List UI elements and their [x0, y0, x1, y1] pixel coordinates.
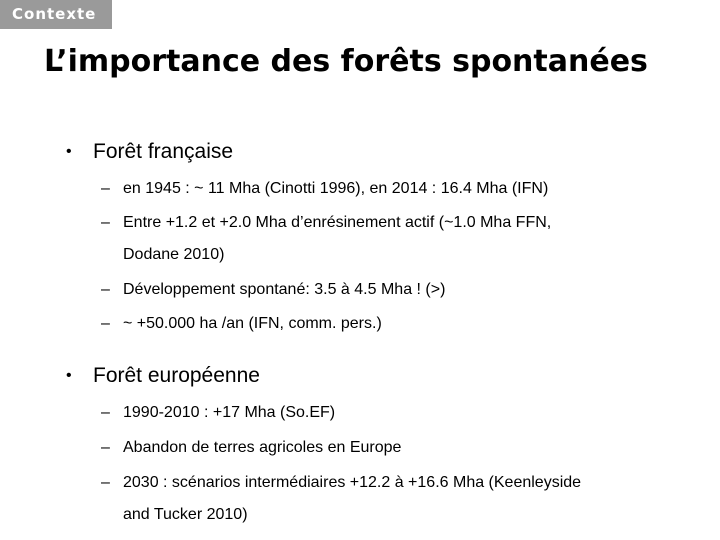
dash-marker: –: [101, 474, 110, 491]
list-item: [101, 214, 551, 232]
dash-marker: –: [101, 180, 110, 197]
list-item-text: Entre +1.2 et +2.0 Mha d’enrésinement actif (~1.0 Mha FFN,: [123, 214, 552, 231]
bullet-dot: •: [66, 367, 72, 384]
list-item: [101, 439, 401, 457]
list-item-continuation: and Tucker 2010): [123, 506, 248, 523]
list-item-text: Développement spontané: 3.5 à 4.5 Mha ! (>): [123, 281, 446, 298]
dash-marker: –: [101, 281, 110, 298]
bullet-dot: •: [66, 143, 72, 160]
list-item-text: en 1945 : ~ 11 Mha (Cinotti 1996), en 2014 : 16.4 Mha (IFN): [123, 180, 549, 197]
list-item-text: Abandon de terres agricoles en Europe: [123, 439, 402, 456]
list-item: [101, 474, 581, 492]
list-item: [101, 281, 445, 299]
heading-text: Forêt française: [93, 140, 234, 163]
slide-title: L’importance des forêts spontanées: [44, 44, 648, 79]
list-item-text: 1990-2010 : +17 Mha (So.EF): [123, 404, 336, 421]
list-item-text: 2030 : scénarios intermédiaires +12.2 à +16.6 Mha (Keenleyside: [123, 474, 582, 491]
dash-marker: –: [101, 404, 110, 421]
heading-text: Forêt européenne: [93, 364, 260, 387]
list-item: [101, 315, 382, 333]
bullet-heading-european-forest: [66, 364, 260, 388]
dash-marker: –: [101, 315, 110, 332]
list-item: [101, 404, 335, 422]
dash-marker: –: [101, 439, 110, 456]
list-item-text: ~ +50.000 ha /an (IFN, comm. pers.): [123, 315, 382, 332]
dash-marker: –: [101, 214, 110, 231]
list-item: [101, 180, 548, 198]
bullet-heading-french-forest: [66, 140, 233, 164]
list-item-continuation: Dodane 2010): [123, 246, 225, 263]
section-tag: Contexte: [0, 0, 112, 29]
